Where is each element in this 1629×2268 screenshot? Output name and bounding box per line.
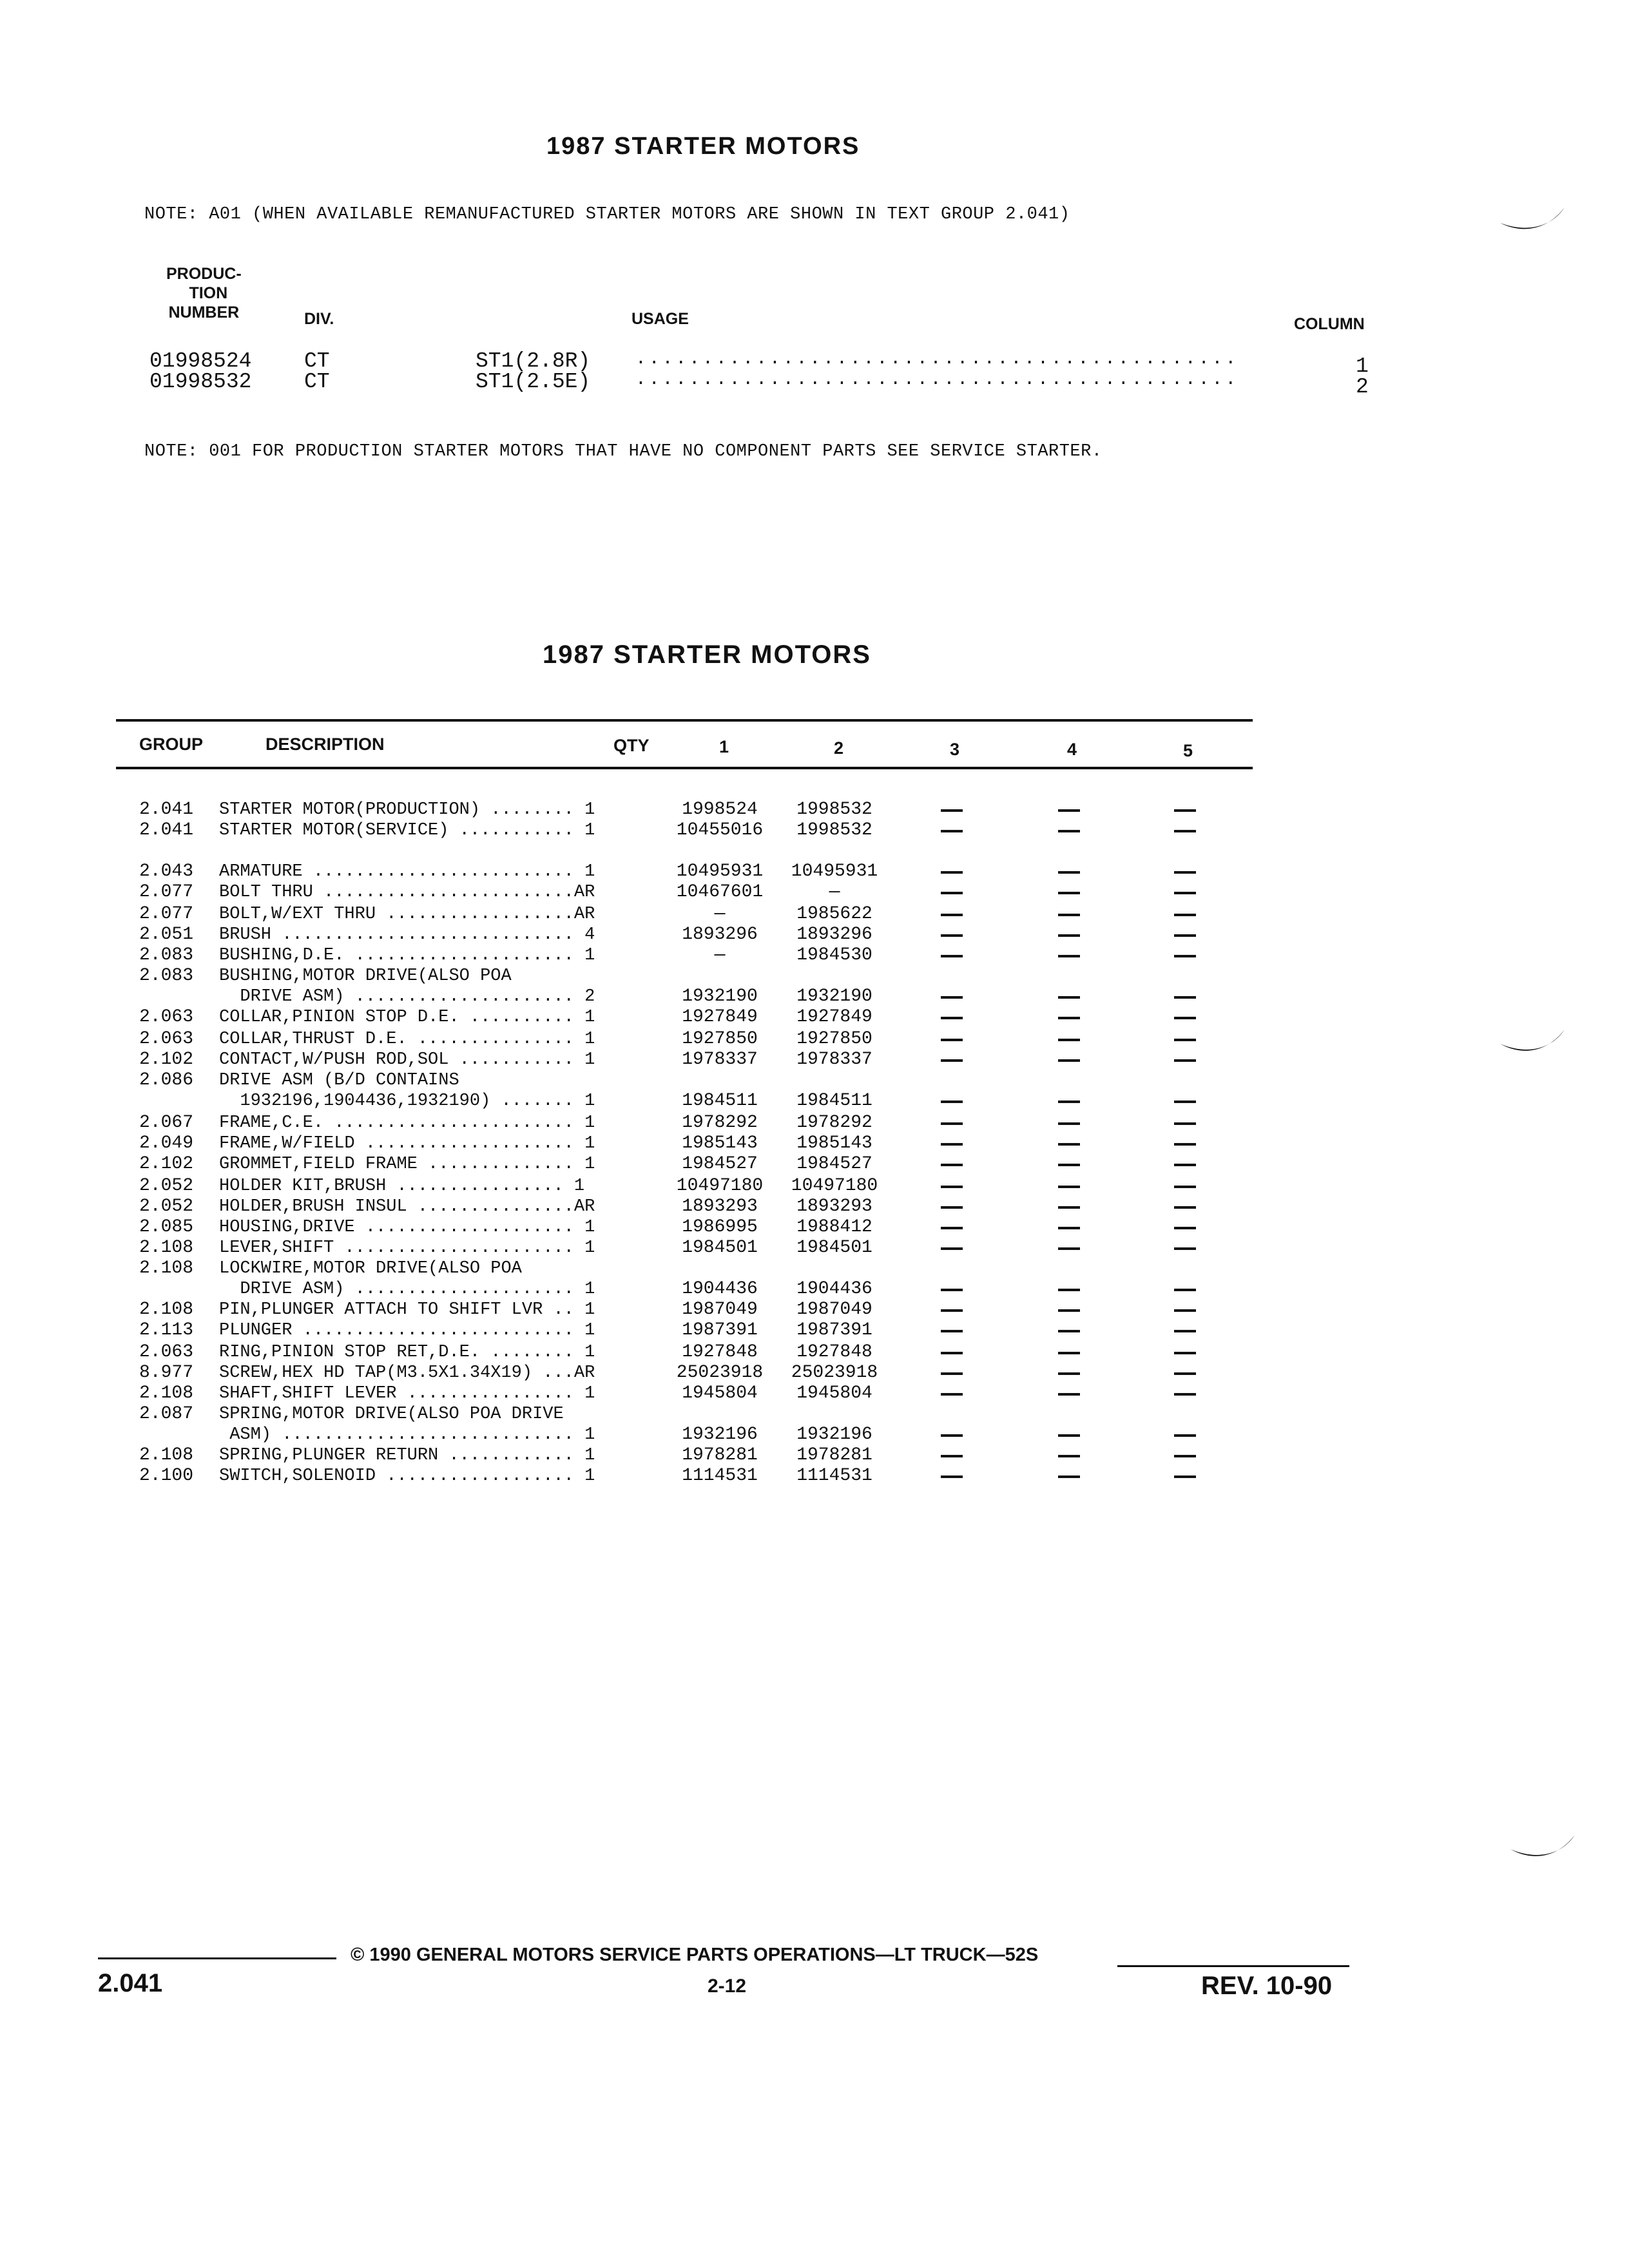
column-1-cell: 1987391: [682, 1320, 758, 1340]
column-2-cell: 1893296: [796, 925, 872, 945]
column-4-dash: [1058, 1206, 1080, 1209]
column-4-dash: [1058, 1059, 1080, 1062]
column-2-cell: 1932190: [796, 986, 872, 1006]
column-4-dash: [1058, 934, 1080, 937]
column-3-dash: [941, 1330, 963, 1332]
column-1-cell: 1998524: [682, 800, 758, 820]
table-row: [0, 1280, 1629, 1300]
group-cell: 2.102: [139, 1050, 194, 1070]
column-2-cell: 1998532: [796, 800, 872, 820]
column-5-dash: [1174, 1330, 1196, 1332]
table-row: [0, 1384, 1629, 1405]
column-3-dash: [941, 1017, 963, 1019]
note-001: NOTE: 001 FOR PRODUCTION STARTER MOTORS THAT HAVE NO COMPONENT PARTS SEE SERVICE STARTER.: [144, 442, 1103, 461]
col-header-1: 1: [719, 737, 729, 756]
note-a01: NOTE: A01 (WHEN AVAILABLE REMANUFACTURED STARTER MOTORS ARE SHOWN IN TEXT GROUP 2.041): [144, 205, 1070, 224]
group-cell: 2.077: [139, 904, 194, 924]
column-4-dash: [1058, 1309, 1080, 1312]
table-row: [0, 1155, 1629, 1175]
production-div: CT: [304, 370, 330, 394]
table-row: [0, 800, 1629, 821]
column-3-dash: [941, 1434, 963, 1437]
description-cell: SPRING,PLUNGER RETURN ............ 1: [219, 1446, 595, 1465]
column-2-cell: 1984501: [796, 1238, 872, 1258]
column-4-dash: [1058, 1393, 1080, 1396]
column-4-dash: [1058, 996, 1080, 999]
column-5-dash: [1174, 955, 1196, 957]
group-cell: 2.041: [139, 800, 194, 820]
column-3-dash: [941, 1059, 963, 1062]
column-2-cell: 1984511: [796, 1091, 872, 1111]
group-cell: 2.108: [139, 1445, 194, 1465]
column-4-dash: [1058, 871, 1080, 874]
column-1-cell: —: [714, 945, 726, 965]
description-cell: DRIVE ASM (B/D CONTAINS: [219, 1071, 459, 1090]
description-cell: BOLT THRU ........................AR: [219, 883, 595, 902]
table-row: [0, 1238, 1629, 1259]
column-3-dash: [941, 1039, 963, 1041]
group-cell: 2.108: [139, 1383, 194, 1403]
column-2-cell: 1987049: [796, 1300, 872, 1320]
description-cell: STARTER MOTOR(SERVICE) ........... 1: [219, 821, 595, 840]
description-cell: SWITCH,SOLENOID .................. 1: [219, 1466, 595, 1486]
table-row: [0, 1008, 1629, 1028]
column-3-dash: [941, 1247, 963, 1250]
column-4-dash: [1058, 1455, 1080, 1457]
production-div: CT: [304, 349, 330, 373]
description-cell: 1932196,1904436,1932190) ....... 1: [219, 1091, 595, 1111]
header-production-number: [166, 264, 242, 322]
column-3-dash: [941, 1227, 963, 1229]
table-row: [0, 1405, 1629, 1425]
column-2-cell: 1945804: [796, 1383, 872, 1403]
group-cell: 2.083: [139, 966, 194, 986]
column-2-cell: 10497180: [791, 1176, 878, 1196]
table-row: [0, 1134, 1629, 1155]
group-cell: 2.085: [139, 1217, 194, 1237]
group-cell: 2.108: [139, 1258, 194, 1278]
col-header-2: 2: [834, 738, 844, 758]
column-4-dash: [1058, 1434, 1080, 1437]
description-cell: COLLAR,PINION STOP D.E. .......... 1: [219, 1008, 595, 1027]
footer-center-text: © 1990 GENERAL MOTORS SERVICE PARTS OPERATIONS—LT TRUCK—52S: [351, 1945, 1039, 1965]
binder-mark-icon: [1498, 201, 1568, 240]
column-4-dash: [1058, 1330, 1080, 1332]
column-5-dash: [1174, 1247, 1196, 1250]
group-cell: 2.113: [139, 1320, 194, 1340]
column-3-dash: [941, 1352, 963, 1354]
column-3-dash: [941, 914, 963, 916]
column-4-dash: [1058, 1475, 1080, 1478]
column-1-cell: 25023918: [676, 1363, 764, 1383]
column-5-dash: [1174, 1017, 1196, 1019]
column-1-cell: 1985143: [682, 1133, 758, 1153]
column-5-dash: [1174, 1039, 1196, 1041]
col-header-5: 5: [1183, 741, 1193, 760]
column-2-cell: 1984527: [796, 1154, 872, 1174]
column-3-dash: [941, 1393, 963, 1396]
description-cell: BUSHING,MOTOR DRIVE(ALSO POA: [219, 966, 512, 986]
column-1-cell: 1978337: [682, 1050, 758, 1070]
table-row: [0, 1113, 1629, 1134]
column-3-dash: [941, 1100, 963, 1103]
column-1-cell: —: [714, 904, 726, 924]
production-leader: .............................................: [635, 349, 1239, 369]
column-4-dash: [1058, 955, 1080, 957]
column-3-dash: [941, 955, 963, 957]
column-4-dash: [1058, 1186, 1080, 1188]
column-3-dash: [941, 1164, 963, 1166]
col-header-description: DESCRIPTION: [265, 735, 385, 754]
table-row: [0, 946, 1629, 966]
column-4-dash: [1058, 1227, 1080, 1229]
column-2-cell: 1998532: [796, 820, 872, 840]
column-5-dash: [1174, 996, 1196, 999]
column-1-cell: 1987049: [682, 1300, 758, 1320]
column-2-cell: 1932196: [796, 1425, 872, 1445]
section2-title: 1987 STARTER MOTORS: [543, 640, 871, 669]
description-cell: DRIVE ASM) ..................... 2: [219, 987, 595, 1006]
col-header-4: 4: [1067, 740, 1077, 759]
column-3-dash: [941, 830, 963, 832]
column-4-dash: [1058, 1289, 1080, 1291]
group-cell: 2.087: [139, 1404, 194, 1424]
header-div: DIV.: [304, 310, 334, 328]
production-column: 2: [1356, 375, 1369, 399]
column-4-dash: [1058, 1100, 1080, 1103]
table-row: [0, 1218, 1629, 1238]
description-cell: HOLDER KIT,BRUSH ................ 1: [219, 1177, 585, 1196]
column-2-cell: 1927850: [796, 1029, 872, 1049]
column-5-dash: [1174, 1289, 1196, 1291]
column-5-dash: [1174, 1206, 1196, 1209]
column-5-dash: [1174, 1434, 1196, 1437]
group-cell: 2.063: [139, 1007, 194, 1027]
group-cell: 2.063: [139, 1342, 194, 1362]
column-2-cell: 1978281: [796, 1445, 872, 1465]
table-row: [0, 905, 1629, 925]
column-1-cell: 1978281: [682, 1445, 758, 1465]
column-1-cell: 1927849: [682, 1007, 758, 1027]
description-cell: DRIVE ASM) ..................... 1: [219, 1280, 595, 1299]
footer-revision: REV. 10-90: [1201, 1972, 1333, 2000]
table-row: [0, 862, 1629, 883]
column-4-dash: [1058, 1247, 1080, 1250]
col-header-3: 3: [950, 740, 960, 759]
column-5-dash: [1174, 1122, 1196, 1125]
table-row: [0, 1300, 1629, 1321]
column-3-dash: [941, 1309, 963, 1312]
column-3-dash: [941, 1289, 963, 1291]
production-usage: ST1(2.5E): [476, 370, 591, 394]
column-1-cell: 10467601: [676, 882, 764, 902]
column-5-dash: [1174, 1059, 1196, 1062]
footer-rule-left: [98, 1957, 336, 1959]
column-4-dash: [1058, 1372, 1080, 1375]
footer-rule-right: [1117, 1965, 1349, 1967]
binder-mark-icon: [1498, 1024, 1568, 1063]
column-2-cell: 1927849: [796, 1007, 872, 1027]
column-2-cell: 1904436: [796, 1279, 872, 1299]
column-4-dash: [1058, 1352, 1080, 1354]
group-cell: 2.086: [139, 1070, 194, 1090]
column-5-dash: [1174, 1455, 1196, 1457]
column-2-cell: 1987391: [796, 1320, 872, 1340]
column-3-dash: [941, 1206, 963, 1209]
table-row: [0, 1259, 1629, 1280]
column-1-cell: 1932190: [682, 986, 758, 1006]
description-cell: COLLAR,THRUST D.E. ............... 1: [219, 1030, 595, 1049]
column-3-dash: [941, 934, 963, 937]
group-cell: 2.083: [139, 945, 194, 965]
group-cell: 2.041: [139, 820, 194, 840]
table-row: [0, 1343, 1629, 1363]
group-cell: 2.051: [139, 925, 194, 945]
column-5-dash: [1174, 1393, 1196, 1396]
binder-mark-icon: [1508, 1830, 1579, 1869]
description-cell: BUSHING,D.E. ..................... 1: [219, 946, 595, 965]
column-5-dash: [1174, 914, 1196, 916]
description-cell: GROMMET,FIELD FRAME .............. 1: [219, 1155, 595, 1174]
column-4-dash: [1058, 1039, 1080, 1041]
column-5-dash: [1174, 1352, 1196, 1354]
header-production-line2: TION: [189, 284, 228, 302]
column-4-dash: [1058, 1164, 1080, 1166]
group-cell: 2.102: [139, 1154, 194, 1174]
column-5-dash: [1174, 892, 1196, 894]
description-cell: LOCKWIRE,MOTOR DRIVE(ALSO POA: [219, 1259, 522, 1278]
column-3-dash: [941, 809, 963, 812]
column-3-dash: [941, 1372, 963, 1375]
column-2-cell: 1985622: [796, 904, 872, 924]
column-2-cell: 1893293: [796, 1196, 872, 1216]
table-row: [0, 1446, 1629, 1466]
description-cell: BRUSH ............................ 4: [219, 925, 595, 945]
table-row: [0, 1363, 1629, 1384]
column-2-cell: 1988412: [796, 1217, 872, 1237]
column-5-dash: [1174, 1372, 1196, 1375]
section1-title: 1987 STARTER MOTORS: [546, 133, 860, 160]
production-column: 1: [1356, 354, 1369, 378]
column-1-cell: 10495931: [676, 861, 764, 881]
column-4-dash: [1058, 892, 1080, 894]
column-1-cell: 1114531: [682, 1466, 758, 1486]
column-5-dash: [1174, 871, 1196, 874]
table-row: [0, 1321, 1629, 1341]
description-cell: BOLT,W/EXT THRU ..................AR: [219, 905, 595, 924]
column-2-cell: 1978292: [796, 1113, 872, 1133]
column-4-dash: [1058, 914, 1080, 916]
description-cell: CONTACT,W/PUSH ROD,SOL ........... 1: [219, 1050, 595, 1070]
group-cell: 2.067: [139, 1113, 194, 1133]
column-1-cell: 1932196: [682, 1425, 758, 1445]
description-cell: ARMATURE ......................... 1: [219, 862, 595, 881]
table-top-rule: [116, 719, 1253, 722]
column-2-cell: 1114531: [796, 1466, 872, 1486]
header-production-line1: PRODUC-: [166, 265, 242, 283]
column-1-cell: 1984501: [682, 1238, 758, 1258]
column-5-dash: [1174, 1227, 1196, 1229]
column-1-cell: 1978292: [682, 1113, 758, 1133]
column-5-dash: [1174, 934, 1196, 937]
table-row: [0, 1030, 1629, 1050]
column-1-cell: 10455016: [676, 820, 764, 840]
column-1-cell: 1945804: [682, 1383, 758, 1403]
column-3-dash: [941, 1475, 963, 1478]
table-header-rule: [116, 767, 1253, 769]
production-number: 01998524: [149, 349, 252, 373]
group-cell: 2.108: [139, 1238, 194, 1258]
column-3-dash: [941, 1455, 963, 1457]
table-row: [0, 821, 1629, 841]
column-1-cell: 10497180: [676, 1176, 764, 1196]
col-header-group: GROUP: [139, 735, 204, 754]
production-row: [149, 370, 251, 394]
production-usage: ST1(2.8R): [476, 349, 591, 373]
table-row: [0, 1177, 1629, 1197]
table-row: [0, 1091, 1629, 1112]
description-cell: FRAME,C.E. ....................... 1: [219, 1113, 595, 1133]
description-cell: SPRING,MOTOR DRIVE(ALSO POA DRIVE: [219, 1405, 564, 1424]
description-cell: STARTER MOTOR(PRODUCTION) ........ 1: [219, 800, 595, 820]
column-5-dash: [1174, 830, 1196, 832]
group-cell: 2.100: [139, 1466, 194, 1486]
column-1-cell: 1904436: [682, 1279, 758, 1299]
column-3-dash: [941, 871, 963, 874]
column-1-cell: 1984511: [682, 1091, 758, 1111]
description-cell: PIN,PLUNGER ATTACH TO SHIFT LVR .. 1: [219, 1300, 595, 1320]
table-row: [0, 1425, 1629, 1446]
column-2-cell: 25023918: [791, 1363, 878, 1383]
column-2-cell: 1985143: [796, 1133, 872, 1153]
column-3-dash: [941, 892, 963, 894]
production-number: 01998532: [149, 370, 252, 394]
column-1-cell: 1927850: [682, 1029, 758, 1049]
table-row: [0, 1197, 1629, 1218]
header-usage: USAGE: [631, 310, 689, 328]
column-2-cell: 10495931: [791, 861, 878, 881]
column-1-cell: 1984527: [682, 1154, 758, 1174]
description-cell: ASM) ............................ 1: [219, 1425, 595, 1445]
column-4-dash: [1058, 1122, 1080, 1125]
column-2-cell: 1927848: [796, 1342, 872, 1362]
column-1-cell: 1893296: [682, 925, 758, 945]
description-cell: LEVER,SHIFT ...................... 1: [219, 1238, 595, 1258]
table-row: [0, 1050, 1629, 1071]
column-5-dash: [1174, 1143, 1196, 1146]
header-production-line3: NUMBER: [168, 303, 240, 322]
column-1-cell: 1986995: [682, 1217, 758, 1237]
description-cell: FRAME,W/FIELD .................... 1: [219, 1134, 595, 1153]
group-cell: 2.052: [139, 1176, 194, 1196]
column-3-dash: [941, 1186, 963, 1188]
group-cell: 8.977: [139, 1363, 194, 1383]
table-row: [0, 966, 1629, 987]
column-5-dash: [1174, 1475, 1196, 1478]
table-row: [0, 1466, 1629, 1487]
group-cell: 2.108: [139, 1300, 194, 1320]
column-2-cell: 1978337: [796, 1050, 872, 1070]
column-4-dash: [1058, 809, 1080, 812]
group-cell: 2.077: [139, 882, 194, 902]
footer-section-number: 2.041: [98, 1969, 163, 1997]
group-cell: 2.049: [139, 1133, 194, 1153]
column-1-cell: 1927848: [682, 1342, 758, 1362]
column-2-cell: 1984530: [796, 945, 872, 965]
column-5-dash: [1174, 1100, 1196, 1103]
production-leader: .............................................: [635, 370, 1239, 390]
column-3-dash: [941, 1143, 963, 1146]
column-2-cell: —: [829, 882, 840, 902]
column-5-dash: [1174, 1186, 1196, 1188]
group-cell: 2.052: [139, 1196, 194, 1216]
column-5-dash: [1174, 1164, 1196, 1166]
description-cell: RING,PINION STOP RET,D.E. ........ 1: [219, 1343, 595, 1362]
column-5-dash: [1174, 1309, 1196, 1312]
column-3-dash: [941, 1122, 963, 1125]
col-header-qty: QTY: [613, 736, 650, 755]
column-3-dash: [941, 996, 963, 999]
footer-page-number: 2-12: [708, 1975, 747, 1997]
column-5-dash: [1174, 809, 1196, 812]
header-column: COLUMN: [1294, 315, 1365, 333]
description-cell: HOUSING,DRIVE .................... 1: [219, 1218, 595, 1237]
column-1-cell: 1893293: [682, 1196, 758, 1216]
column-4-dash: [1058, 1143, 1080, 1146]
description-cell: PLUNGER .......................... 1: [219, 1321, 595, 1340]
table-row: [0, 987, 1629, 1008]
group-cell: 2.063: [139, 1029, 194, 1049]
table-row: [0, 1071, 1629, 1091]
description-cell: SCREW,HEX HD TAP(M3.5X1.34X19) ...AR: [219, 1363, 595, 1383]
description-cell: SHAFT,SHIFT LEVER ................ 1: [219, 1384, 595, 1403]
description-cell: HOLDER,BRUSH INSUL ...............AR: [219, 1197, 595, 1216]
group-cell: 2.043: [139, 861, 194, 881]
table-row: [0, 925, 1629, 946]
table-row: [0, 883, 1629, 903]
column-4-dash: [1058, 830, 1080, 832]
column-4-dash: [1058, 1017, 1080, 1019]
